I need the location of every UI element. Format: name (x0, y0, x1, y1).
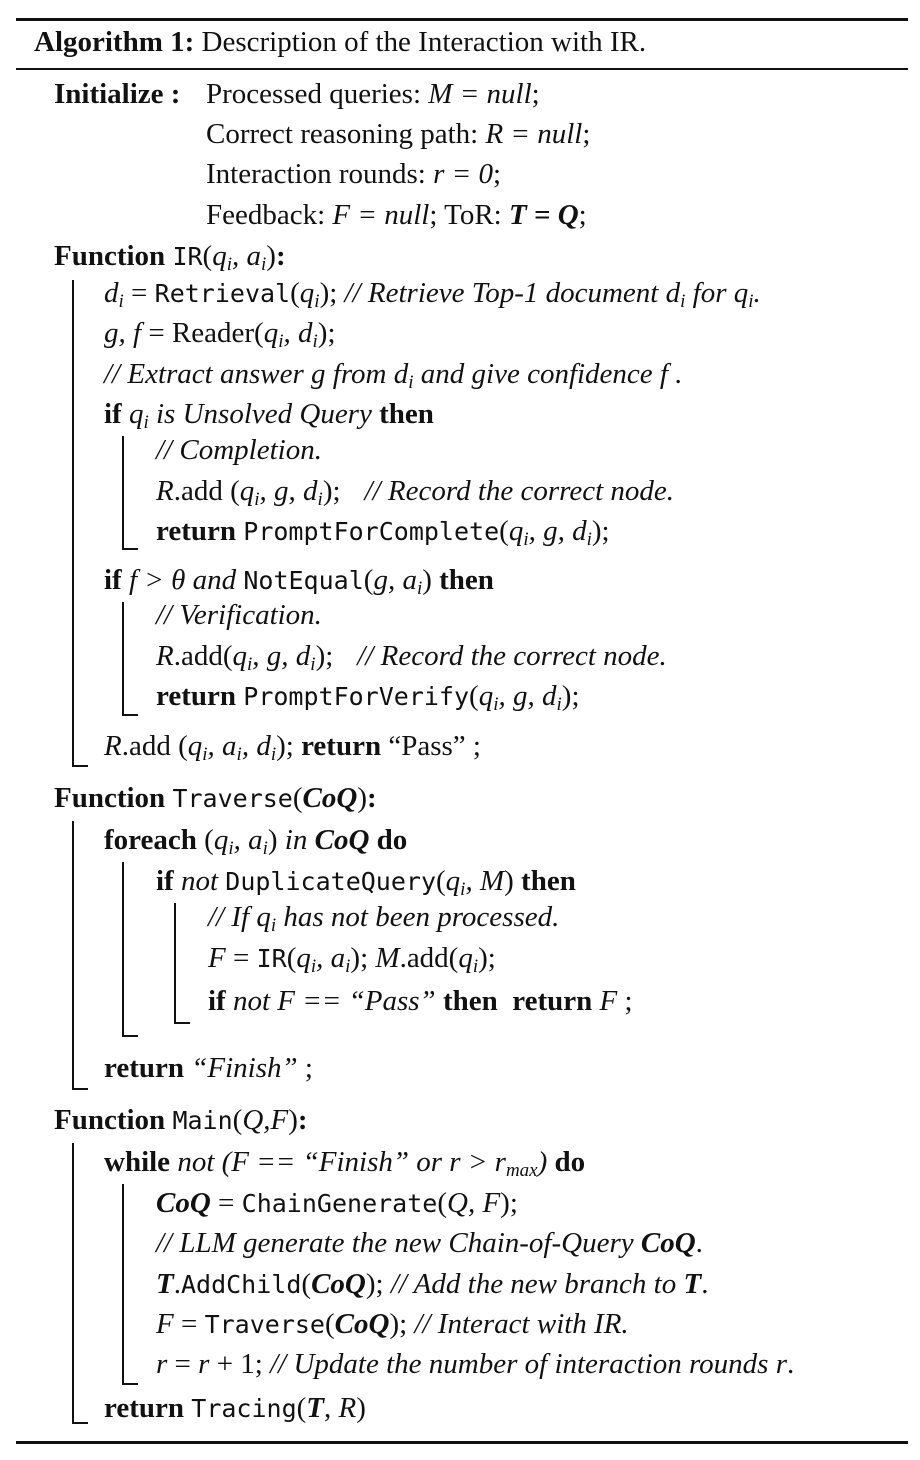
init-keyword: Initialize : (54, 78, 181, 110)
ir-pass-return: R.add ($q_i$, $a_i$, $d_i$); return “Pass” ; (104, 730, 481, 765)
traverse-if-duplicate: if not $DuplicateQuery(q_i$, M) then (156, 865, 576, 900)
bottom-rule (16, 1441, 908, 1444)
top-rule (16, 18, 908, 21)
verification-record: $R.add(q_i$, g, $d_i$); // Record the correct node. (156, 640, 667, 675)
if-duplicate-end (174, 1022, 190, 1024)
function-ir-header: Function $IR(q_i$, $a_i$): (54, 240, 286, 275)
foreach-end (122, 1035, 138, 1037)
init-line-2: Correct reasoning path: R = null; (206, 118, 591, 150)
main-block-bar (72, 1143, 74, 1423)
algorithm-caption (34, 26, 646, 59)
caption-text: Description of the Interaction with IR. (201, 26, 647, 58)
if-verify-end (122, 714, 138, 716)
traverse-if-pass: if not F == “Pass” then return F ; (208, 985, 633, 1017)
main-while: while not (F == “Finish” or $r > r_{max}$) do (104, 1146, 586, 1181)
function-main-header: Function Main(Q,F): (54, 1104, 308, 1136)
ir-line-reader: g, $f = Reader(q_i$, $d_i$); (104, 317, 336, 352)
main-chain-generate: CoQ = ChainGenerate(Q, F); (156, 1187, 518, 1219)
if-duplicate-bar (174, 903, 176, 1023)
main-block-end (72, 1422, 88, 1424)
if-unsolved-bar (122, 436, 124, 549)
completion-record: R.add ($q_i$, g, $d_i$); // Record the correct node. (156, 475, 675, 510)
traverse-call-ir: $F = IR(q_i$, $a_i$); $M.add(q_i)$; (208, 942, 496, 977)
init-line-3: Interaction rounds: r = 0; (206, 158, 502, 190)
ir-line-retrieval: $d_i$ = $Retrieval(q_i)$; // Retrieve Top-1 document $d_i$ for $q_i$. (104, 277, 761, 312)
ir-line-extract-comment: // Extract answer g from $d_i$ and give confidence f . (104, 358, 683, 393)
function-traverse-header: Function Traverse(CoQ): (54, 782, 377, 814)
traverse-foreach: foreach ($q_i$, $a_i$) in CoQ do (104, 824, 408, 859)
if-unsolved-end (122, 548, 138, 550)
if-verify-bar (122, 602, 124, 715)
init-line-4: Feedback: F = null; ToR: T = Q; (206, 199, 587, 231)
foreach-bar (122, 862, 124, 1036)
traverse-block-bar (72, 821, 74, 1089)
main-return-tracing: return Tracing(T, R) (104, 1392, 366, 1424)
main-update-rounds: r = r + 1; // Update the number of interaction rounds r. (156, 1348, 795, 1380)
while-end (122, 1383, 138, 1385)
traverse-block-end (72, 1088, 88, 1090)
mid-rule (16, 68, 908, 70)
completion-comment: // Completion. (156, 434, 322, 466)
main-add-child: T.AddChild(CoQ); // Add the new branch to T. (156, 1268, 709, 1300)
verification-comment: // Verification. (156, 599, 322, 631)
ir-block-bar (72, 280, 74, 766)
main-traverse-call: F = Traverse(CoQ); // Interact with IR. (156, 1308, 629, 1340)
traverse-return-finish: return “Finish” ; (104, 1052, 313, 1084)
init-line-1: Processed queries: M = null; (206, 78, 540, 110)
ir-block-end (72, 765, 88, 767)
caption-label: Algorithm 1: (34, 26, 195, 58)
ir-if-unsolved: if $q_i$ is Unsolved Query then (104, 398, 434, 433)
ir-if-verify: if f > θ and NotEqual(g, $a_i$) then (104, 564, 494, 599)
while-bar (122, 1184, 124, 1384)
llm-generate-comment: // LLM generate the new Chain-of-Query CoQ. (156, 1227, 703, 1259)
verification-return: return $PromptForVerify(q_i$, g, $d_i$); (156, 680, 580, 715)
not-processed-comment: // If $q_i$ has not been processed. (208, 901, 560, 936)
completion-return: return $PromptForComplete(q_i$, g, $d_i$); (156, 515, 610, 550)
